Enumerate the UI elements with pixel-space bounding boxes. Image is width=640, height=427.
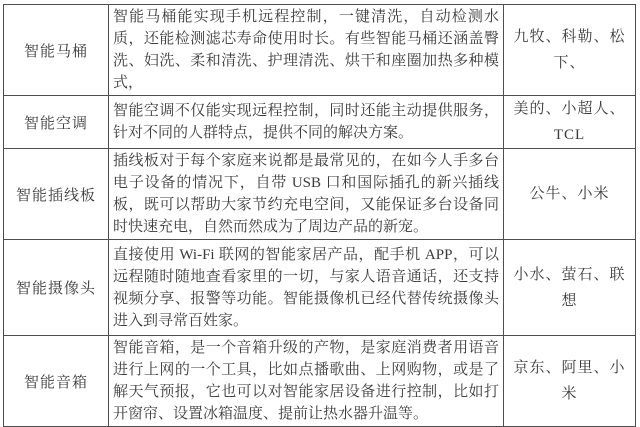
category-cell: 智能摄像头 (4, 240, 109, 336)
smart-home-products-table (3, 4, 636, 427)
brands-cell: 公牛、小米 (504, 149, 636, 240)
table-row (4, 5, 636, 96)
table-row (4, 336, 636, 427)
category-cell: 智能马桶 (4, 5, 109, 96)
table-row (4, 240, 636, 336)
description-cell: 智能空调不仅能实现远程控制，同时还能主动提供服务，针对不同的人群特点，提供不同的解决方案。 (109, 96, 504, 149)
brands-cell: 九牧、科勒、松下、 (504, 5, 636, 96)
brands-cell: 小水、萤石、联想 (504, 240, 636, 336)
table-row (4, 96, 636, 149)
category-cell: 智能插线板 (4, 149, 109, 240)
description-cell: 智能音箱，是一个音箱升级的产物，是家庭消费者用语音进行上网的一个工具，比如点播歌曲、上网购物，或是了解天气预报，它也可以对智能家居设备进行控制，比如打开窗帘、设置冰箱温度、提前让热水器升温等。 (109, 336, 504, 427)
category-cell: 智能空调 (4, 96, 109, 149)
table-row (4, 149, 636, 240)
brands-cell: 京东、阿里、小米 (504, 336, 636, 427)
description-cell: 直接使用 Wi-Fi 联网的智能家居产品，配手机 APP，可以远程随时随地查看家里的一切，与家人语音通话，还支持视频分享、报警等功能。智能摄像机已经代替传统摄像头进入到寻常百姓家。 (109, 240, 504, 336)
description-cell: 插线板对于每个家庭来说都是最常见的，在如今人手多台电子设备的情况下，自带 USB 口和国际插孔的新兴插线板，既可以帮助大家节约充电空间，又能保证多台设备同时快速充电，自然而然成为了周边产品的新宠。 (109, 149, 504, 240)
brands-cell: 美的、小超人、TCL (504, 96, 636, 149)
description-cell: 智能马桶能实现手机远程控制，一键清洗，自动检测水质，还能检测滤芯寿命使用时长。有些智能马桶还涵盖臀洗、妇洗、柔和清洗、护理清洗、烘干和座圈加热多种模式， (109, 5, 504, 96)
category-cell: 智能音箱 (4, 336, 109, 427)
